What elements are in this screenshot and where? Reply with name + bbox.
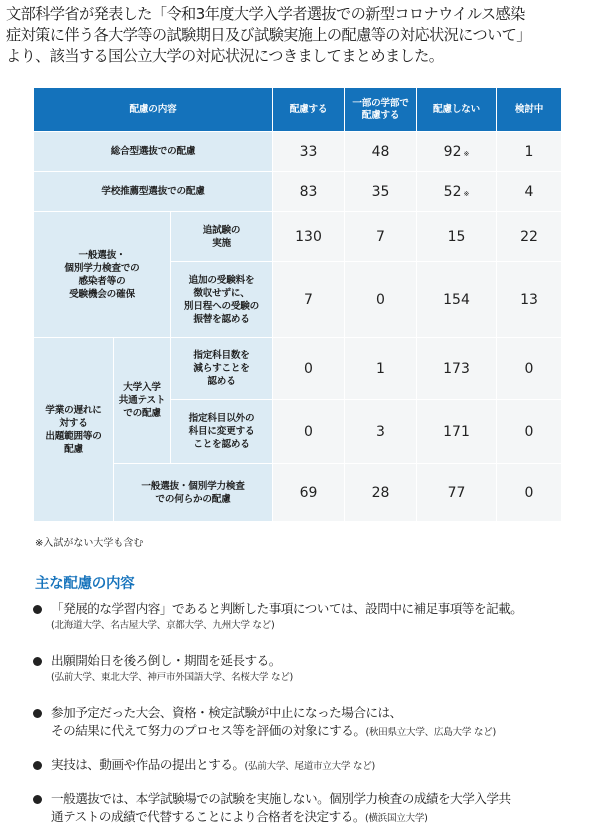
cell-partial: 35 xyxy=(345,172,417,212)
header-yes: 配慮する xyxy=(273,88,345,132)
table-header-row xyxy=(34,88,562,132)
bullet-inline-sub: (秋田県立大学、広島大学 など) xyxy=(365,727,496,738)
bullet-dot-icon xyxy=(33,795,42,804)
table-row xyxy=(34,132,562,172)
cell-partial: 3 xyxy=(345,400,417,464)
cell-review: 22 xyxy=(497,212,562,262)
list-item xyxy=(33,704,600,742)
cell-yes: 0 xyxy=(273,400,345,464)
list-item xyxy=(33,756,600,776)
bullet-dot-icon xyxy=(33,657,42,666)
row-group-kyotsu: 大学入学 共通テスト での配慮 xyxy=(114,338,171,464)
cell-yes: 7 xyxy=(273,262,345,338)
list-item xyxy=(33,600,600,633)
bullet-main: 実技は、動画や作品の提出とする。(弘前大学、尾道市立大学 など) xyxy=(51,757,375,772)
table-row xyxy=(34,338,562,400)
header-partial: 一部の学部で 配慮する xyxy=(345,88,417,132)
cell-partial: 1 xyxy=(345,338,417,400)
cell-no: 171 xyxy=(417,400,497,464)
table-row xyxy=(34,464,562,522)
table-row xyxy=(34,212,562,262)
row-label: 一般選抜・個別学力検査 での何らかの配慮 xyxy=(114,464,273,522)
header-review: 検討中 xyxy=(497,88,562,132)
bullet-main-cont: その結果に代えて努力のプロセス等を評価の対象にする。(秋田県立大学、広島大学 など) xyxy=(51,723,496,738)
row-group-ippan: 一般選抜・ 個別学力検査での 感染者等の 受験機会の確保 xyxy=(34,212,171,338)
intro-line: 症対策に伴う各大学等の試験期日及び試験実施上の配慮等の対応状況について」 xyxy=(6,26,531,44)
cell-no: 173 xyxy=(417,338,497,400)
row-label: 追試験の 実施 xyxy=(171,212,273,262)
cell-review: 13 xyxy=(497,262,562,338)
row-label: 指定科目以外の 科目に変更する ことを認める xyxy=(171,400,273,464)
cell-yes: 83 xyxy=(273,172,345,212)
cell-partial: 7 xyxy=(345,212,417,262)
table-row xyxy=(34,172,562,212)
row-label: 学校推薦型選抜での配慮 xyxy=(34,172,273,212)
cell-no: 77 xyxy=(417,464,497,522)
bullet-dot-icon xyxy=(33,605,42,614)
bullet-dot-icon xyxy=(33,761,42,770)
bullet-main: 出願開始日を後ろ倒し・期間を延長する。 xyxy=(51,653,281,668)
table-footnote: ※入試がない大学も含む xyxy=(35,538,144,549)
cell-partial: 28 xyxy=(345,464,417,522)
section-title: 主な配慮の内容 xyxy=(35,576,135,592)
header-no: 配慮しない xyxy=(417,88,497,132)
cell-yes: 0 xyxy=(273,338,345,400)
bullet-sub: (弘前大学、東北大学、神戸市外国語大学、名桜大学 など) xyxy=(51,672,293,683)
cell-partial: 48 xyxy=(345,132,417,172)
bullet-main: 一般選抜では、本学試験場での試験を実施しない。個別学力検査の成績を大学入学共 xyxy=(51,791,511,806)
cell-review: 1 xyxy=(497,132,562,172)
intro-line: 文部科学省が発表した「令和3年度大学入学者選抜での新型コロナウイルス感染 xyxy=(6,5,525,23)
cell-review: 0 xyxy=(497,464,562,522)
cell-no: 154 xyxy=(417,262,497,338)
row-label: 総合型選抜での配慮 xyxy=(34,132,273,172)
row-label: 指定科目数を 減らすことを 認める xyxy=(171,338,273,400)
bullet-sub: (北海道大学、名古屋大学、京都大学、九州大学 など) xyxy=(51,620,275,631)
cell-yes: 33 xyxy=(273,132,345,172)
cell-no: 92 ※ xyxy=(417,132,497,172)
row-group-okure: 学業の遅れに 対する 出題範囲等の 配慮 xyxy=(34,338,114,522)
bullet-main: 参加予定だった大会、資格・検定試験が中止になった場合には、 xyxy=(51,705,402,720)
cell-yes: 69 xyxy=(273,464,345,522)
row-label: 追加の受験料を 徴収せずに、 別日程への受験の 振替を認める xyxy=(171,262,273,338)
intro-line: より、該当する国公立大学の対応状況につきましてまとめました。 xyxy=(6,47,444,65)
header-content: 配慮の内容 xyxy=(34,88,273,132)
consideration-table xyxy=(33,87,562,522)
cell-no: 52 ※ xyxy=(417,172,497,212)
cell-yes: 130 xyxy=(273,212,345,262)
intro-text xyxy=(6,4,596,67)
cell-review: 0 xyxy=(497,400,562,464)
cell-partial: 0 xyxy=(345,262,417,338)
bullet-dot-icon xyxy=(33,709,42,718)
cell-no: 15 xyxy=(417,212,497,262)
bullet-inline-sub: (弘前大学、尾道市立大学 など) xyxy=(244,761,375,772)
bullet-main: 「発展的な学習内容」であると判断した事項については、設問中に補足事項等を記載。 xyxy=(51,601,523,616)
cell-review: 4 xyxy=(497,172,562,212)
cell-review: 0 xyxy=(497,338,562,400)
list-item xyxy=(33,652,600,685)
list-item xyxy=(33,790,600,828)
bullet-main-cont: 通テストの成績で代替することにより合格者を決定する。(横浜国立大学) xyxy=(51,809,428,824)
bullet-inline-sub: (横浜国立大学) xyxy=(364,813,428,824)
